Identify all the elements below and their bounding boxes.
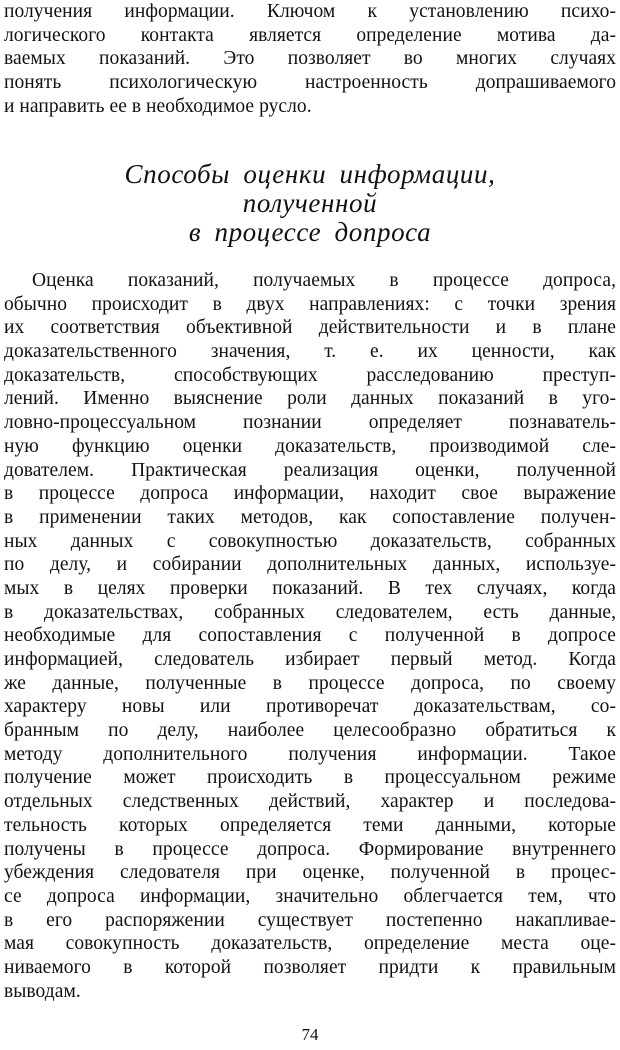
body-line: в доказательствах, собранных следователем, есть данные, (4, 601, 616, 623)
body-line: информацией, следователь избирает первый метод. Когда (4, 649, 616, 670)
body-line: получение может происходить в процессуальном режиме (4, 767, 616, 789)
body-line: доказательственного значения, т. е. их ценности, как (4, 341, 616, 363)
body-line: убеждения следователя при оценке, полученной в процес- (4, 862, 616, 884)
body-line: дователем. Практическая реализация оценки, полученной (4, 459, 616, 481)
body-line: бранным по делу, наиболее целесообразно обратиться к (4, 720, 616, 742)
body-line: их соответствия объективной действительности и в плане (4, 317, 616, 339)
body-line: по делу, и собирании дополнительных данных, используе- (4, 554, 616, 576)
body-line: мых в целях проверки показаний. В тех случаях, когда (4, 577, 616, 599)
intro-line: ваемых показаний. Это позволяет во многих случаях (4, 48, 616, 70)
body-line: выводам. (4, 980, 81, 1002)
body-line: необходимые для сопоставления с полученной в допросе (4, 625, 616, 647)
body-line: же данные, полученные в процессе допроса, по своему (4, 672, 616, 694)
body-line: се допроса информации, значительно облегчается тем, что (4, 885, 616, 907)
body-line: в процессе допроса информации, находит свое выражение (4, 483, 616, 505)
body-line: мая совокупность доказательств, определение места оце- (4, 933, 616, 955)
section-heading (0, 160, 620, 247)
intro-line: логического контакта является определение мотива да- (4, 24, 616, 46)
heading-line: в процессе допроса (188, 217, 432, 247)
intro-paragraph (4, 0, 616, 118)
page-number: 74 (301, 1025, 319, 1044)
intro-line: и направить ее в необходимое русло. (4, 95, 312, 117)
body-line: характеру новы или противоречат доказательствам, со- (4, 696, 616, 718)
body-line: доказательств, способствующих расследованию преступ- (4, 364, 616, 386)
body-line: тельность которых определяется теми данными, которые (4, 814, 616, 836)
body-line: в применении таких методов, как сопоставление получен- (4, 506, 616, 528)
body-line: методу дополнительного получения информации. Такое (4, 743, 616, 765)
body-line: Оценка показаний, получаемых в процессе допроса, (32, 270, 616, 291)
body-line: получены в процессе допроса. Формирование внутреннего (4, 838, 616, 860)
heading-line: полученной (242, 188, 378, 218)
intro-line: понять психологическую настроенность допрашиваемого (4, 72, 616, 94)
intro-line: получения информации. Ключом к установлению психо- (4, 1, 616, 22)
body-paragraph (4, 269, 616, 1003)
body-line: ных данных с совокупностью доказательств, собранных (4, 530, 616, 552)
body-line: обычно происходит в двух направлениях: с точки зрения (4, 293, 616, 315)
body-line: ловно-процессуальном познании определяет познаватель- (4, 412, 616, 434)
body-line: ную функцию оценки доказательств, производимой сле- (4, 435, 616, 457)
body-line: в его распоряжении существует постепенно накапливае- (4, 909, 616, 931)
body-line: отдельных следственных действий, характер и последова- (4, 791, 616, 813)
body-line: лений. Именно выяснение роли данных показаний в уго- (4, 388, 616, 410)
heading-line: Способы оценки информации, (124, 159, 496, 189)
body-line: ниваемого в которой позволяет придти к правильным (4, 956, 616, 978)
